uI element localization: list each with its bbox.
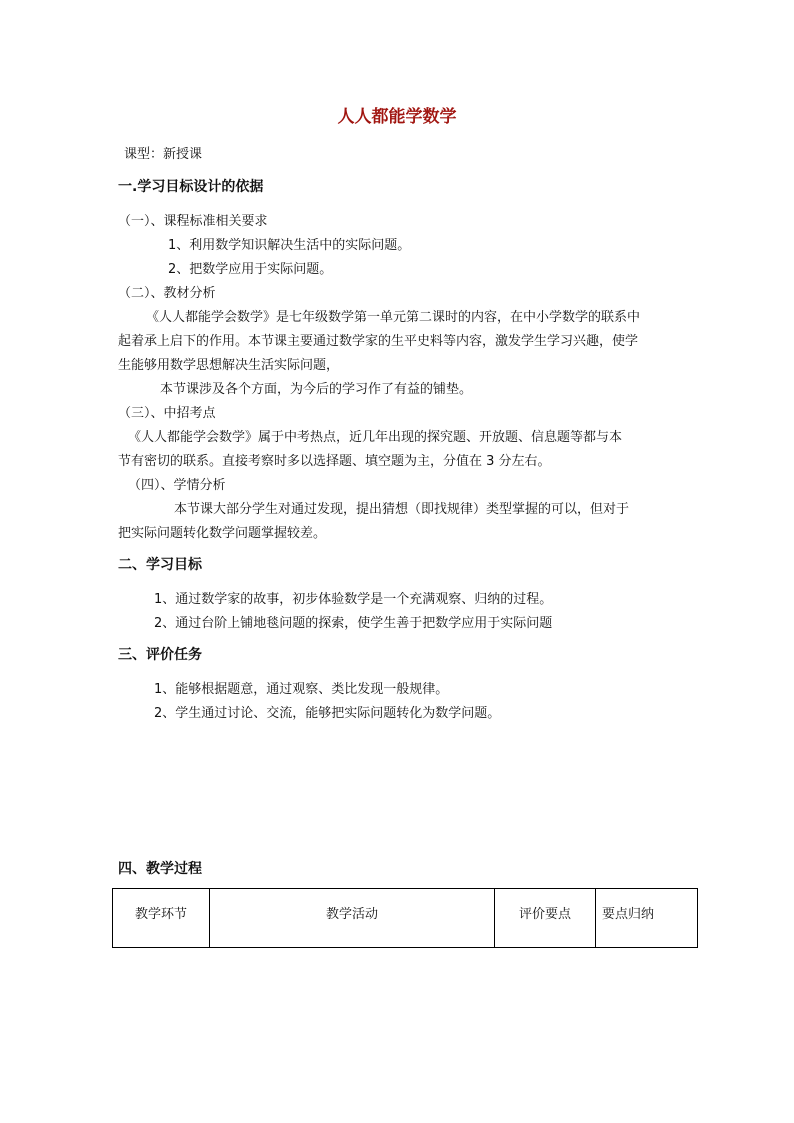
section-1-heading: 一.学习目标设计的依据 xyxy=(118,179,264,195)
teaching-process-table xyxy=(112,888,698,948)
paragraph-line: 生能够用数学思想解决生活实际问题， xyxy=(118,358,340,373)
paragraph-line: 《人人都能学会数学》是七年级数学第一单元第二课时的内容，在中小学数学的联系中 xyxy=(146,310,641,325)
list-item: 2、把数学应用于实际问题。 xyxy=(168,262,333,277)
section-3-heading: 三、评价任务 xyxy=(118,647,202,663)
list-item: 2、通过台阶上铺地毯问题的探索，使学生善于把数学应用于实际问题 xyxy=(154,616,553,631)
paragraph-line: 起着承上启下的作用。本节课主要通过数学家的生平史料等内容，激发学生学习兴趣，使学 xyxy=(118,334,639,349)
paragraph-line: 《人人都能学会数学》属于中考热点，近几年出现的探究题、开放题、信息题等都与本 xyxy=(128,430,623,445)
table-header-cell: 教学活动 xyxy=(210,889,495,948)
table-row xyxy=(113,889,698,948)
subsection-1-heading: （一）、课程标准相关要求 xyxy=(118,214,268,229)
paragraph-line: 本节课大部分学生对通过发现，提出猜想（即找规律）类型掌握的可以，但对于 xyxy=(174,502,630,517)
subsection-2-heading: （二）、教材分析 xyxy=(118,286,216,301)
table-header-cell: 教学环节 xyxy=(113,889,210,948)
list-item: 2、学生通过讨论、交流，能够把实际问题转化为数学问题。 xyxy=(154,706,501,721)
subsection-3-heading: （三）、中招考点 xyxy=(118,406,216,421)
section-2-heading: 二、学习目标 xyxy=(118,557,202,573)
table-header-cell: 评价要点 xyxy=(495,889,596,948)
document-title: 人人都能学数学 xyxy=(337,107,457,127)
subsection-4-heading: （四）、学情分析 xyxy=(128,478,226,493)
list-item: 1、利用数学知识解决生活中的实际问题。 xyxy=(168,238,411,253)
list-item: 1、通过数学家的故事，初步体验数学是一个充满观察、归纳的过程。 xyxy=(154,592,553,607)
table-header-cell: 要点归纳 xyxy=(596,889,698,948)
paragraph-line: 节有密切的联系。直接考察时多以选择题、填空题为主，分值在 3 分左右。 xyxy=(118,454,551,469)
paragraph-line: 本节课涉及各个方面，为今后的学习作了有益的铺垫。 xyxy=(160,382,473,397)
list-item: 1、能够根据题意，通过观察、类比发现一般规律。 xyxy=(154,682,449,697)
lesson-type: 课型：新授课 xyxy=(124,147,203,162)
section-4-heading: 四、教学过程 xyxy=(118,861,202,877)
paragraph-line: 把实际问题转化数学问题掌握较差。 xyxy=(118,526,327,541)
